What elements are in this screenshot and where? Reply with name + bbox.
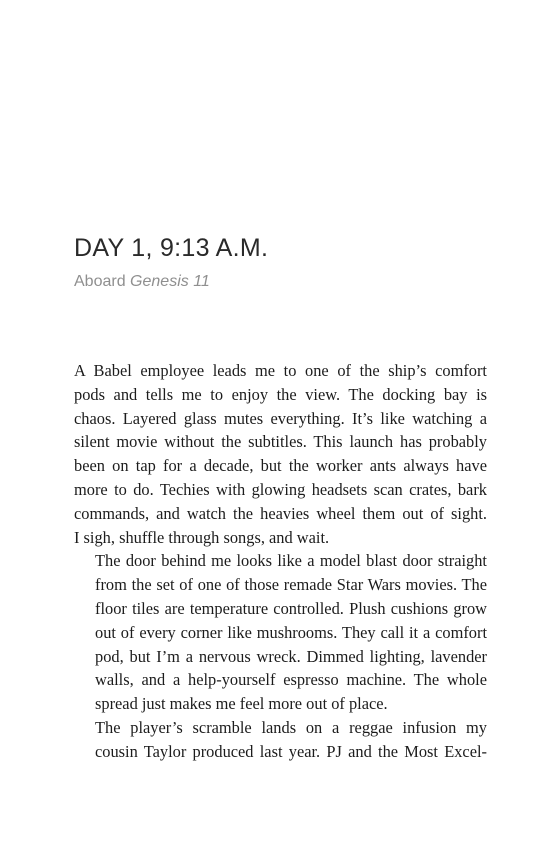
text-line: cousin Taylor produced last year. PJ and the Most Excel- <box>95 741 487 761</box>
ship-name: Genesis 11 <box>130 273 210 290</box>
text-line: been on tap for a decade, but the worker ants always have <box>74 456 487 476</box>
text-line: out of every corner like mushrooms. They call it a comfort <box>95 622 487 642</box>
text-line: floor tiles are temperature controlled. Plush cushions grow <box>95 598 487 618</box>
text-line: spread just makes me feel more out of place. <box>95 694 388 714</box>
text-line: more to do. Techies with glowing headsets scan crates, bark <box>74 479 487 499</box>
chapter-location <box>74 271 210 293</box>
text-line: from the set of one of those remade Star Wars movies. The <box>95 575 487 595</box>
text-line: pod, but I’m a nervous wreck. Dimmed lighting, lavender <box>95 646 487 666</box>
text-line: walls, and a help-yourself espresso machine. The whole <box>95 670 487 690</box>
text-line: pods and tells me to enjoy the view. The docking bay is <box>74 384 487 404</box>
paragraph-3 <box>74 716 487 764</box>
text-line: The door behind me looks like a model blast door straight <box>95 551 487 571</box>
text-line: silent movie without the subtitles. This launch has probably <box>74 432 487 452</box>
text-line: commands, and watch the heavies wheel them out of sight. <box>74 503 487 523</box>
body-text <box>74 359 487 764</box>
paragraph-1 <box>74 359 487 549</box>
chapter-heading: DAY 1, 9:13 A.M. <box>74 234 269 262</box>
text-line: chaos. Layered glass mutes everything. It’s like watching a <box>74 408 487 428</box>
paragraph-2 <box>74 549 487 716</box>
location-prefix: Aboard <box>74 273 131 290</box>
text-line: The player’s scramble lands on a reggae infusion my <box>95 717 487 737</box>
text-line: I sigh, shuffle through songs, and wait. <box>74 527 330 547</box>
text-line: A Babel employee leads me to one of the ship’s comfort <box>74 361 487 380</box>
